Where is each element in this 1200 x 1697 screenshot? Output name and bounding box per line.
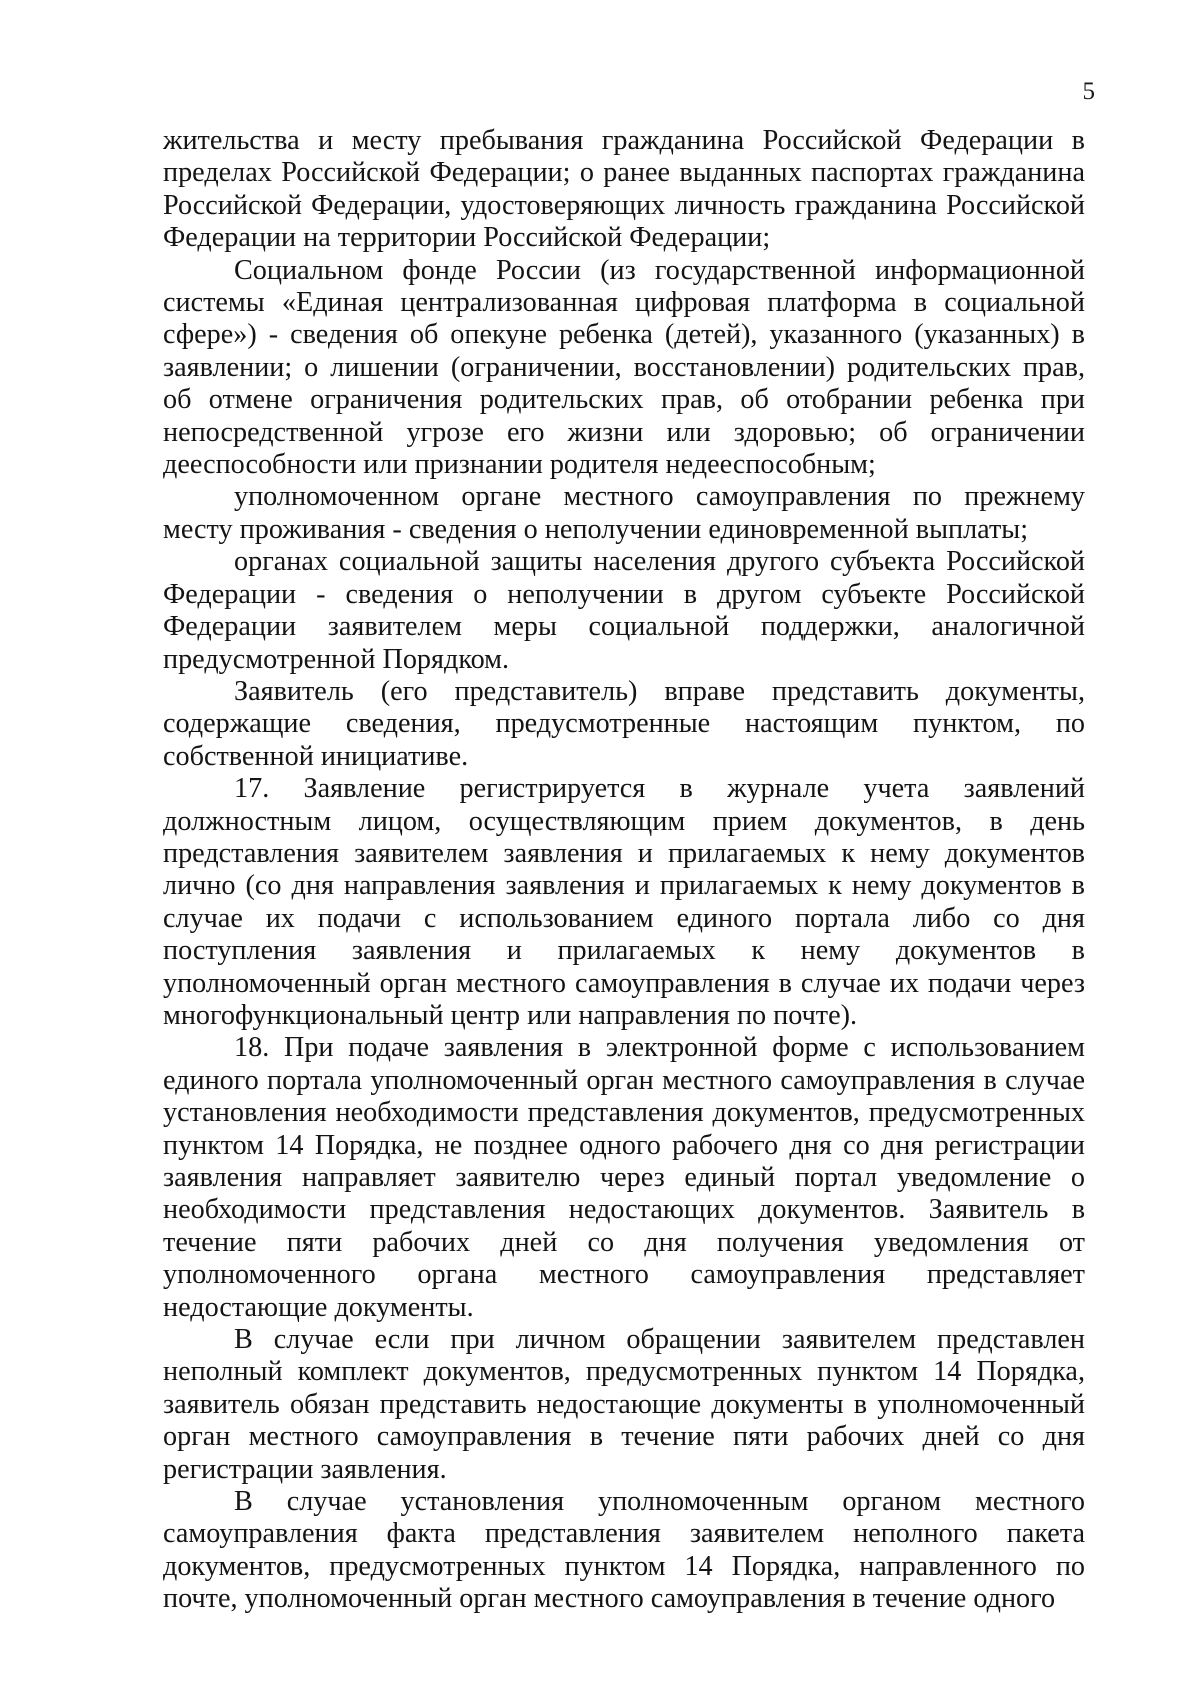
paragraph-clause-17: 17. Заявление регистрируется в журнале учета заявлений должностным лицом, осуществляющим прием документов, в день представления заявителем заявления и прилагаемых к нему документов лично (со дня направления заявления и прилагаемых к нему документов в случае их подачи с использованием единого портала либо со дня поступления заявления и прилагаемых к нему документов в уполномоченный орган местного самоуправления в случае их подачи через многофункциональный центр или направления по почте).: [163, 773, 1085, 1031]
paragraph-clause-18: 18. При подаче заявления в электронной форме с использованием единого портала уполномоченный орган местного самоуправления в случае установления необходимости представления документов, предусмотренных пунктом 14 Порядка, не позднее одного рабочего дня со дня регистрации заявления направляет заявителю через единый портал уведомление о необходимости представления недостающих документов. Заявитель в течение пяти рабочих дней со дня получения уведомления от уполномоченного органа местного самоуправления представляет недостающие документы.: [163, 1032, 1085, 1323]
paragraph-incomplete-personal: В случае если при личном обращении заявителем представлен неполный комплект документов, предусмотренных пунктом 14 Порядка, заявитель обязан представить недостающие документы в уполномоченный орган местного самоуправления в течение пяти рабочих дней со дня регистрации заявления.: [163, 1324, 1085, 1485]
page-number: 5: [1082, 78, 1095, 105]
document-body: [163, 125, 1085, 1616]
paragraph-incomplete-mail: В случае установления уполномоченным органом местного самоуправления факта представления заявителем неполного пакета документов, предусмотренных пунктом 14 Порядка, направленного по почте, уполномоченный орган местного самоуправления в течение одного: [163, 1486, 1085, 1615]
paragraph-social-protection: органах социальной защиты населения другого субъекта Российской Федерации - сведения о неполучении в другом субъекте Российской Федерации заявителем меры социальной поддержки, аналогичной предусмотренной Порядком.: [163, 546, 1085, 675]
paragraph-applicant-initiative: Заявитель (его представитель) вправе представить документы, содержащие сведения, предусмотренные настоящим пунктом, по собственной инициативе.: [163, 675, 1085, 772]
paragraph-residence-passports: жительства и месту пребывания гражданина Российской Федерации в пределах Российской Федерации; о ранее выданных паспортах гражданина Российской Федерации, удостоверяющих личность гражданина Российской Федерации на территории Российской Федерации;: [163, 125, 1085, 254]
paragraph-social-fund: Социальном фонде России (из государственной информационной системы «Единая централизованная цифровая платформа в социальной сфере») - сведения об опекуне ребенка (детей), указанного (указанных) в заявлении; о лишении (ограничении, восстановлении) родительских прав, об отмене ограничения родительских прав, об отобрании ребенка при непосредственной угрозе его жизни или здоровью; об ограничении дееспособности или признании родителя недееспособным;: [163, 254, 1085, 481]
paragraph-previous-residence: уполномоченном органе местного самоуправления по прежнему месту проживания - сведения о неполучении единовременной выплаты;: [163, 481, 1085, 545]
